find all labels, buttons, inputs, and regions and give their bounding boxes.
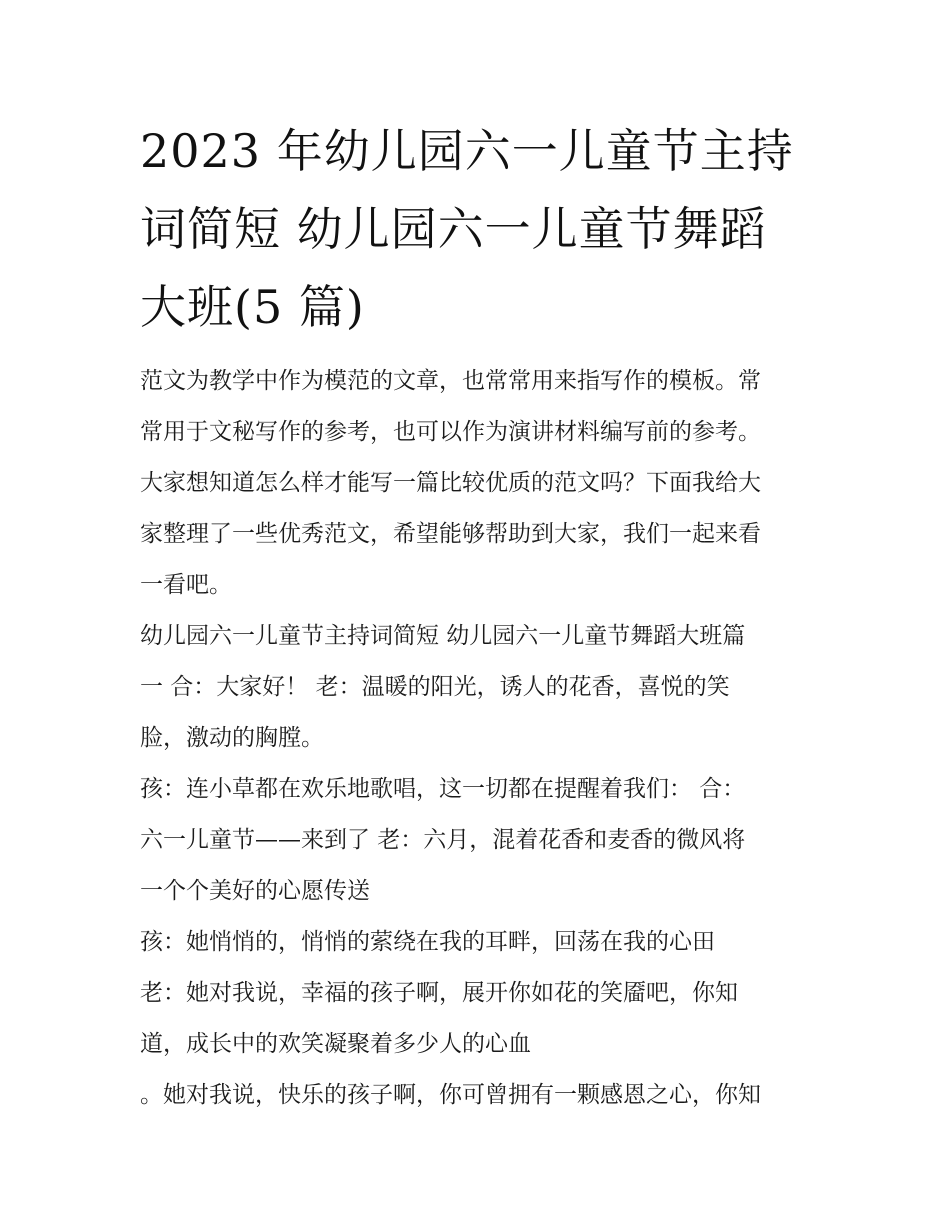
body-line: 脸，激动的胸膛。 bbox=[140, 725, 324, 751]
body-line: 大家想知道怎么样才能写一篇比较优质的范文吗？下面我给大 bbox=[140, 470, 761, 496]
document-title bbox=[140, 112, 830, 346]
body-line: 。她对我说，快乐的孩子啊，你可曾拥有一颗感恩之心，你知 bbox=[140, 1082, 761, 1108]
document-body bbox=[140, 356, 820, 1121]
body-line: 老：她对我说，幸福的孩子啊，展开你如花的笑靥吧，你知 bbox=[140, 980, 738, 1006]
body-line: 六一儿童节——来到了 老：六月，混着花香和麦香的微风将 bbox=[140, 827, 746, 853]
body-line: 范文为教学中作为模范的文章，也常常用来指写作的模板。常 bbox=[140, 368, 761, 394]
title-line: 2023 年幼儿园六一儿童节主持 bbox=[140, 124, 794, 178]
body-line: 一 合：大家好！ 老：温暖的阳光，诱人的花香，喜悦的笑 bbox=[140, 674, 730, 700]
body-line: 孩：她悄悄的，悄悄的萦绕在我的耳畔，回荡在我的心田 bbox=[140, 929, 715, 955]
body-line: 道，成长中的欢笑凝聚着多少人的心血 bbox=[140, 1031, 531, 1057]
body-line: 孩：连小草都在欢乐地歌唱，这一切都在提醒着我们： 合： bbox=[140, 776, 746, 802]
title-line: 词简短 幼儿园六一儿童节舞蹈 bbox=[140, 202, 767, 256]
body-line: 家整理了一些优秀范文，希望能够帮助到大家，我们一起来看 bbox=[140, 521, 761, 547]
body-line: 幼儿园六一儿童节主持词简短 幼儿园六一儿童节舞蹈大班篇 bbox=[140, 623, 746, 649]
body-line: 常用于文秘写作的参考，也可以作为演讲材料编写前的参考。 bbox=[140, 419, 761, 445]
body-line: 一个个美好的心愿传送 bbox=[140, 878, 370, 904]
title-line: 大班(5 篇) bbox=[140, 280, 365, 334]
body-line: 一看吧。 bbox=[140, 572, 232, 598]
